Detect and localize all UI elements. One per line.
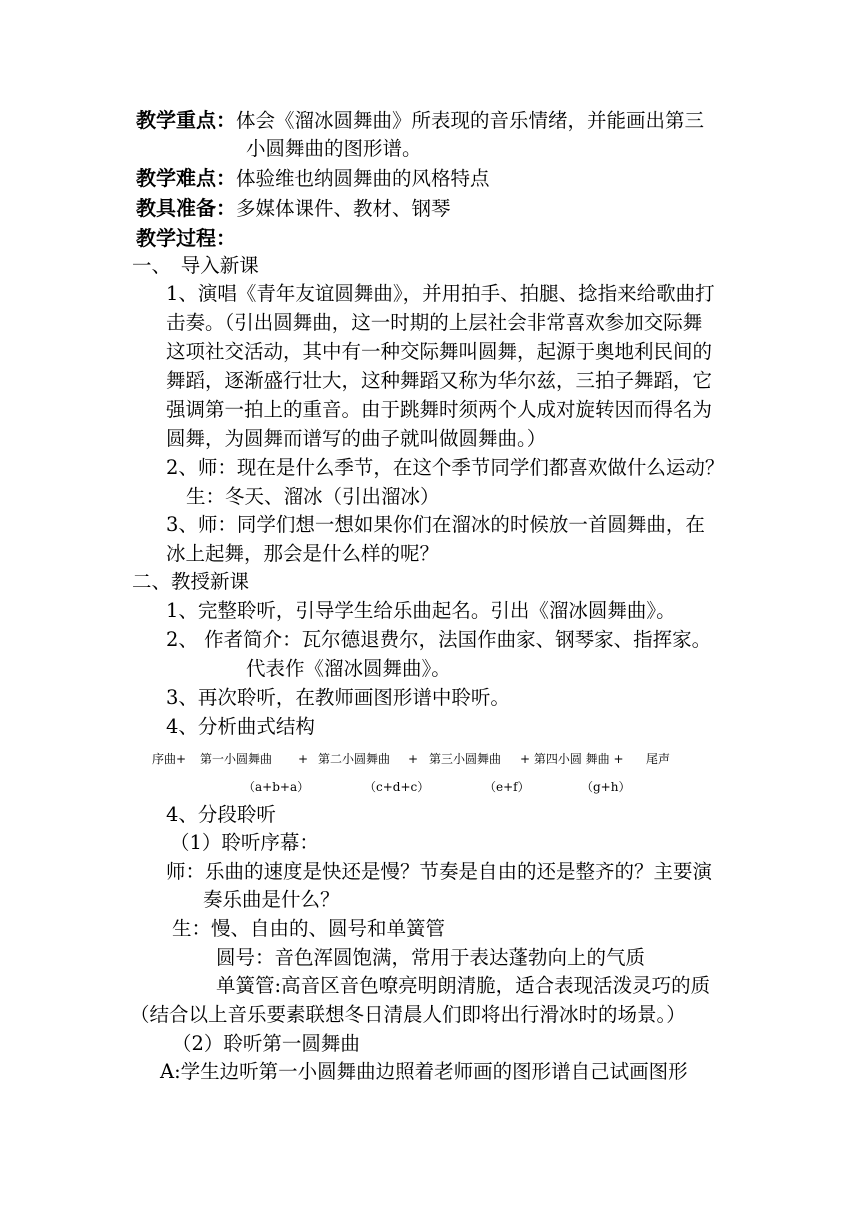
focus-label: 教学重点： — [136, 108, 236, 132]
sub1-question-2: 奏乐曲是什么？ — [203, 888, 340, 911]
materials-label: 教具准备： — [136, 196, 236, 220]
sub2-title: （2）聆听第一圆舞曲 — [172, 1032, 360, 1055]
sub1-clarinet: 单簧管:高音区音色嘹亮明朗清脆，适合表现活泼灵巧的质 — [216, 974, 711, 997]
structure-letters-3: （e+f） — [484, 780, 530, 794]
part1-p1-line1: 1、演唱《青年友谊圆舞曲》，并用拍手、拍腿、捻指来给歌曲打 — [166, 282, 715, 305]
structure-plus-1: + — [298, 752, 309, 766]
focus-text: 体会《溜冰圆舞曲》所表现的音乐情绪，并能画出第三 — [236, 109, 705, 132]
part1-p1-line4: 舞蹈，逐渐盛行壮大，这种舞蹈又称为华尔兹，三拍子舞蹈，它 — [166, 369, 713, 392]
part1-p1-line5: 强调第一拍上的重音。由于跳舞时须两个人成对旋转因而得名为 — [166, 398, 713, 421]
structure-part-waltz1: 第一小圆舞曲 — [200, 752, 273, 766]
sub1-question-1: 师：乐曲的速度是快还是慢？节奏是自由的还是整齐的？主要演 — [166, 860, 713, 883]
part2-p1: 1、完整聆听，引导学生给乐曲起名。引出《溜冰圆舞曲》。 — [166, 599, 676, 622]
part1-p2: 2、师：现在是什么季节，在这个季节同学们都喜欢做什么运动？ — [166, 456, 725, 479]
sub1-note: （结合以上音乐要素联想冬日清晨人们即将出行滑冰时的场景。） — [130, 1003, 686, 1026]
structure-part-coda: 尾声 — [646, 752, 671, 766]
part2-heading: 二、教授新课 — [132, 570, 250, 593]
structure-part-waltz4: + 第四小圆 舞曲 + — [520, 752, 624, 766]
part1-p3-line1: 3、师：同学们想一想如果你们在溜冰的时候放一首圆舞曲，在 — [166, 513, 705, 536]
process-row — [136, 224, 236, 253]
difficulty-label: 教学难点： — [136, 166, 236, 190]
sub1-answer: 生：慢、自由的、圆号和单簧管 — [172, 917, 446, 940]
process-label: 教学过程： — [136, 226, 236, 250]
focus-text-cont: 小圆舞曲的图形谱。 — [246, 137, 422, 160]
sub1-title: （1）聆听序幕： — [170, 831, 319, 854]
structure-letters-2: （c+d+c） — [364, 780, 430, 794]
part2-p5: 4、分段聆听 — [166, 803, 276, 826]
difficulty-row — [136, 164, 490, 193]
part1-p1-line2: 击奏。（引出圆舞曲，这一时期的上层社会非常喜欢参加交际舞 — [166, 311, 703, 334]
structure-letters-1: （a+b+a） — [243, 780, 310, 794]
part1-p1-line3: 这项社交活动，其中有一种交际舞叫圆舞，起源于奥地利民间的 — [166, 340, 713, 363]
structure-letters-4: （g+h） — [581, 780, 631, 794]
part1-p3-line2: 冰上起舞，那会是什么样的呢？ — [166, 542, 440, 565]
part2-p3: 3、再次聆听，在教师画图形谱中聆听。 — [166, 686, 510, 709]
structure-part-waltz3: 第三小圆舞曲 — [429, 752, 502, 766]
sub2-a: A:学生边听第一小圆舞曲边照着老师画的图形谱自己试画图形 — [160, 1060, 688, 1083]
difficulty-text: 体验维也纳圆舞曲的风格特点 — [236, 167, 490, 190]
part1-heading: 一、 导入新课 — [132, 254, 259, 277]
structure-part-waltz2: 第二小圆舞曲 — [318, 752, 391, 766]
part1-p2-answer: 生：冬天、溜冰（引出溜冰） — [186, 485, 440, 508]
part2-p4: 4、分析曲式结构 — [166, 715, 315, 738]
structure-plus-2: + — [408, 752, 419, 766]
structure-part-intro: 序曲+ — [152, 752, 187, 766]
part2-p2: 2、 作者简介：瓦尔德退费尔，法国作曲家、钢琴家、指挥家。 — [166, 628, 712, 651]
part2-p2-cont: 代表作《溜冰圆舞曲》。 — [246, 657, 451, 680]
part1-p1-line6: 圆舞，为圆舞而谱写的曲子就叫做圆舞曲。） — [166, 427, 547, 450]
sub1-horn: 圆号：音色浑圆饱满，常用于表达蓬勃向上的气质 — [216, 946, 646, 969]
materials-text: 多媒体课件、教材、钢琴 — [236, 197, 451, 220]
focus-row — [136, 106, 704, 135]
materials-row — [136, 194, 451, 223]
